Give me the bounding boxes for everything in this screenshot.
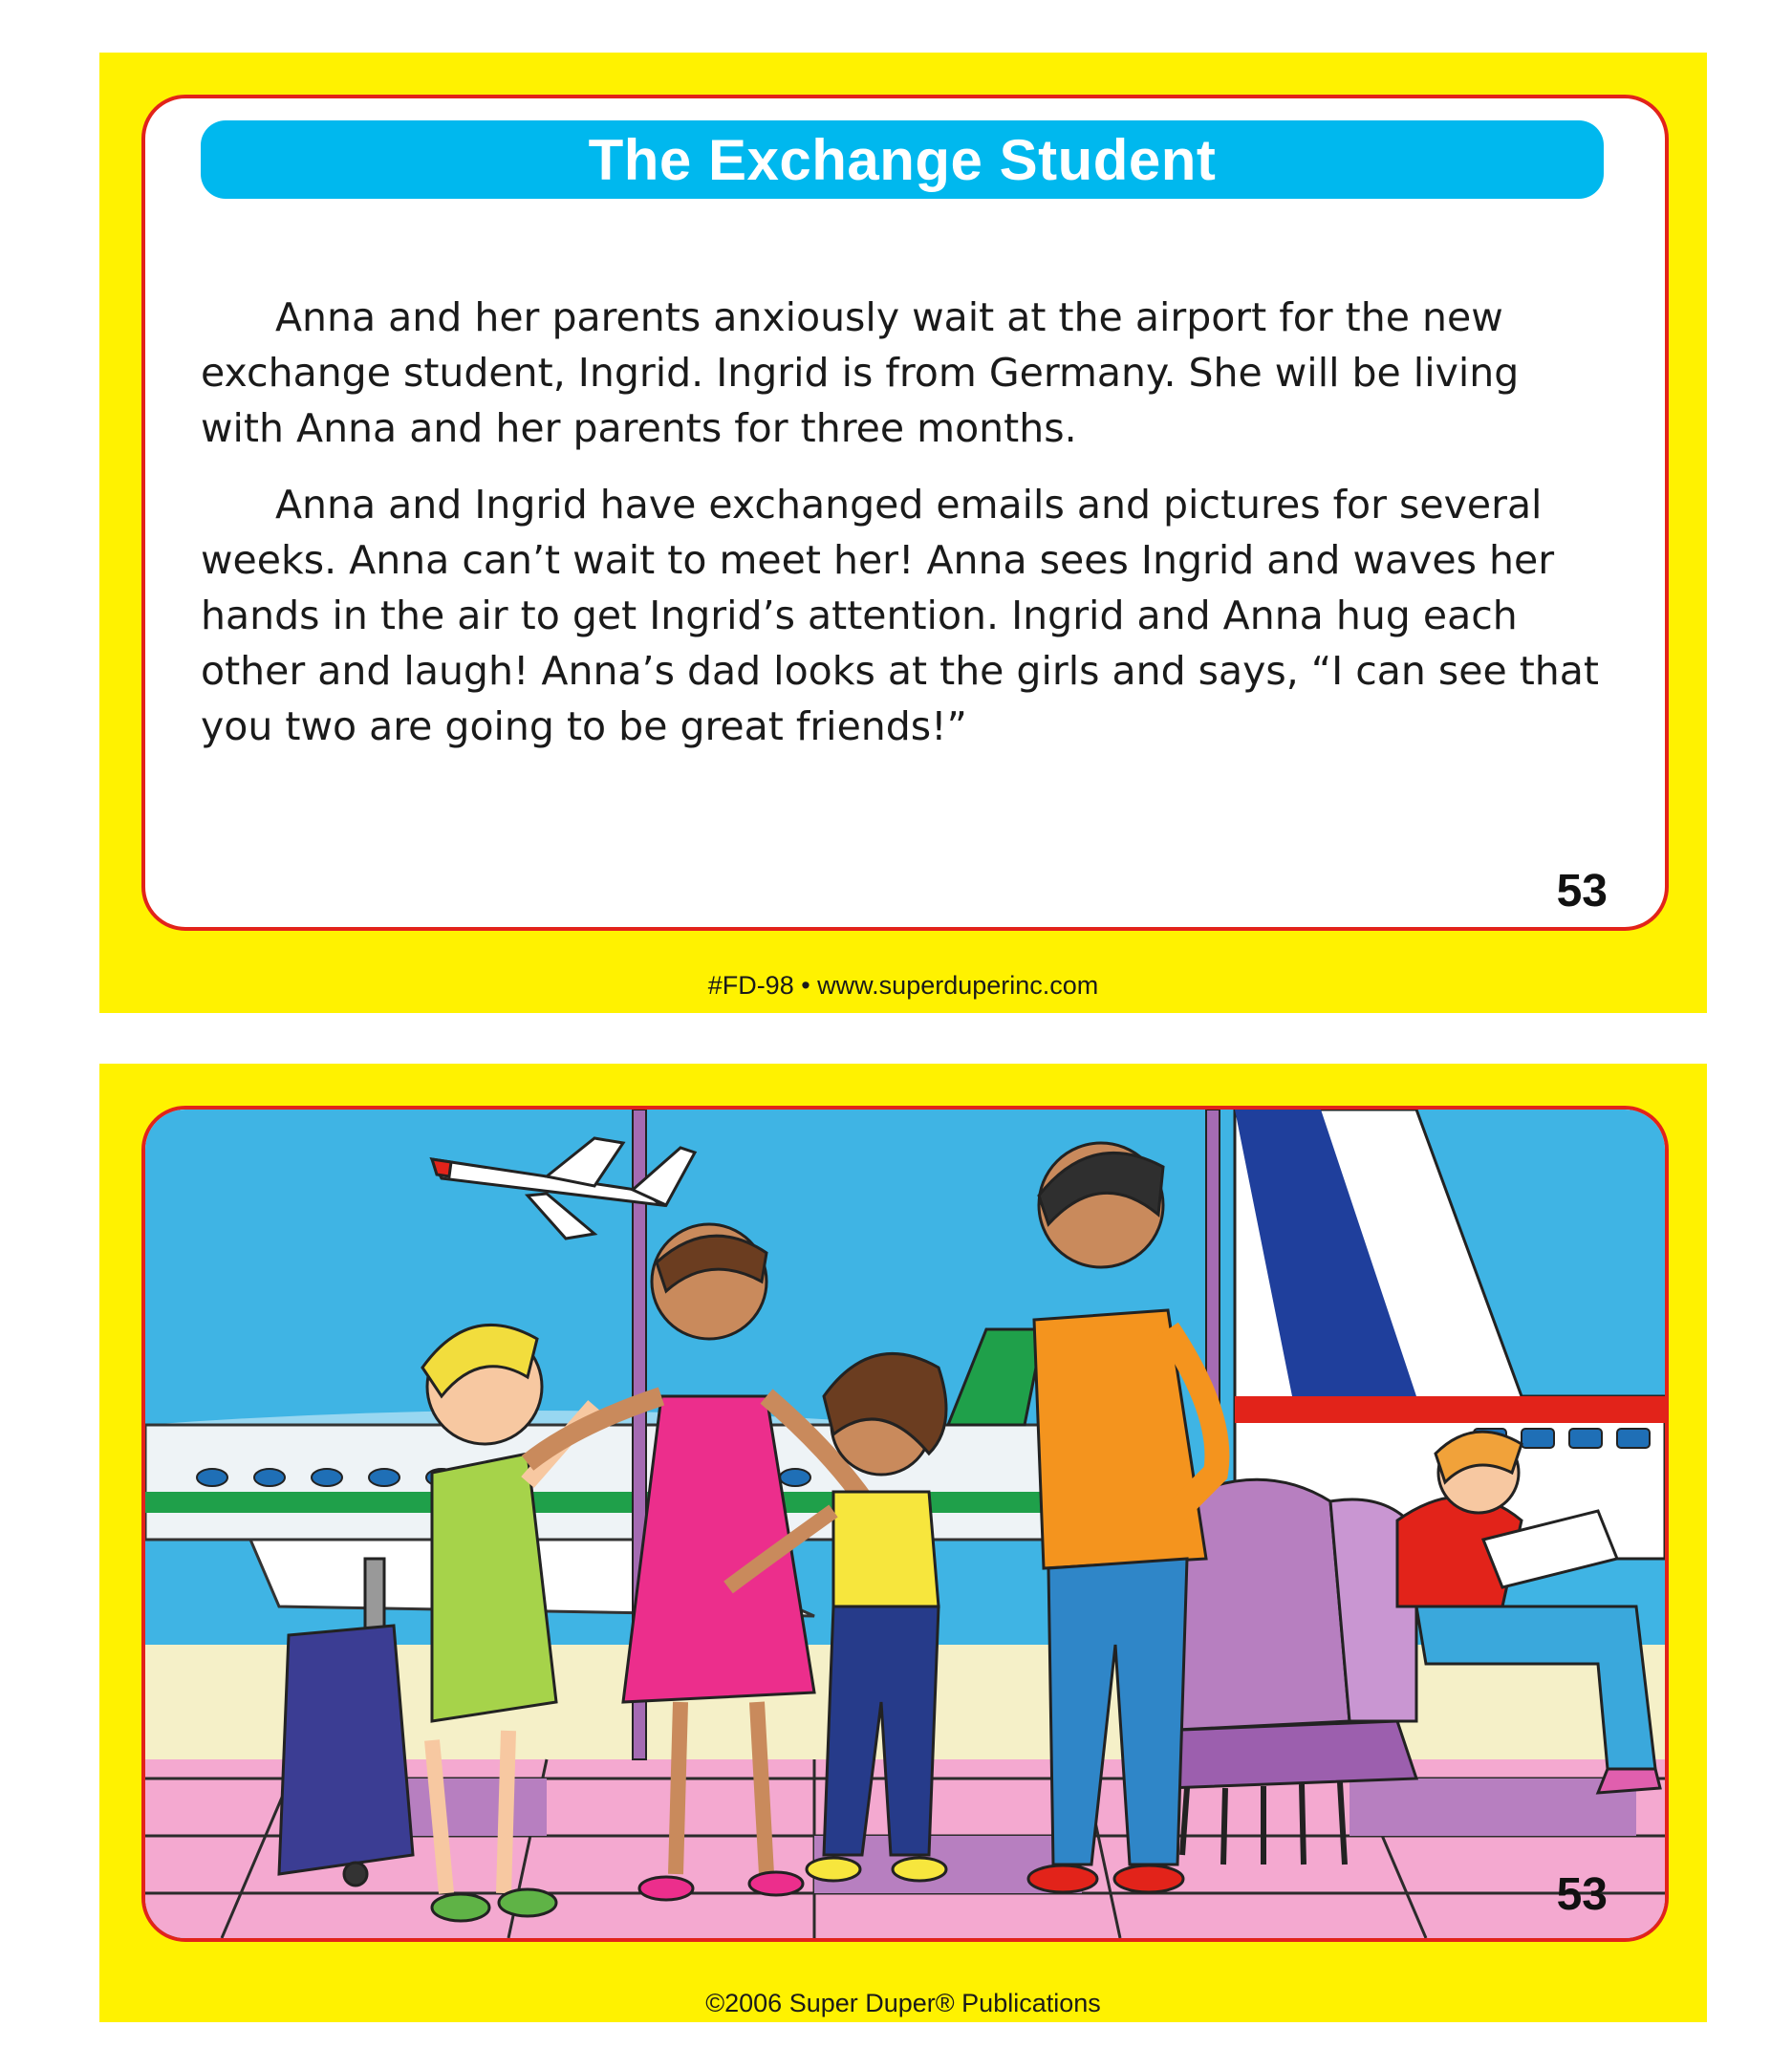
story-title: The Exchange Student [588, 127, 1217, 192]
picture-card-frame [141, 1106, 1669, 1942]
title-banner [201, 120, 1604, 199]
story-text [201, 290, 1610, 775]
card-footer: ©2006 Super Duper® Publications [705, 1989, 1101, 2017]
left-airplane [145, 1425, 1111, 1540]
picture-card [99, 1064, 1707, 2022]
card-footer: #FD-98 • www.superduperinc.com [707, 971, 1099, 1000]
story-card [99, 53, 1707, 1013]
story-paragraph-1: Anna and her parents anxiously wait at the airport for the new exchange student, Ingrid. Ingrid is from Germany. She will be living with Anna and her parents for three months. [201, 294, 1520, 451]
story-card-frame [141, 95, 1669, 931]
card-number: 53 [1556, 1869, 1608, 1920]
airport-illustration [145, 1110, 1665, 1938]
card-number: 53 [1556, 866, 1608, 916]
story-paragraph-2: Anna and Ingrid have exchanged emails and pictures for several weeks. Anna can’t wait to meet her! Anna sees Ingrid and waves her hands in the air to get Ingrid’s attention. Ingrid and Anna hug each other and laugh! Anna’s dad looks at the girls and says, “I can see that you two are going to be great friends!” [201, 482, 1599, 749]
